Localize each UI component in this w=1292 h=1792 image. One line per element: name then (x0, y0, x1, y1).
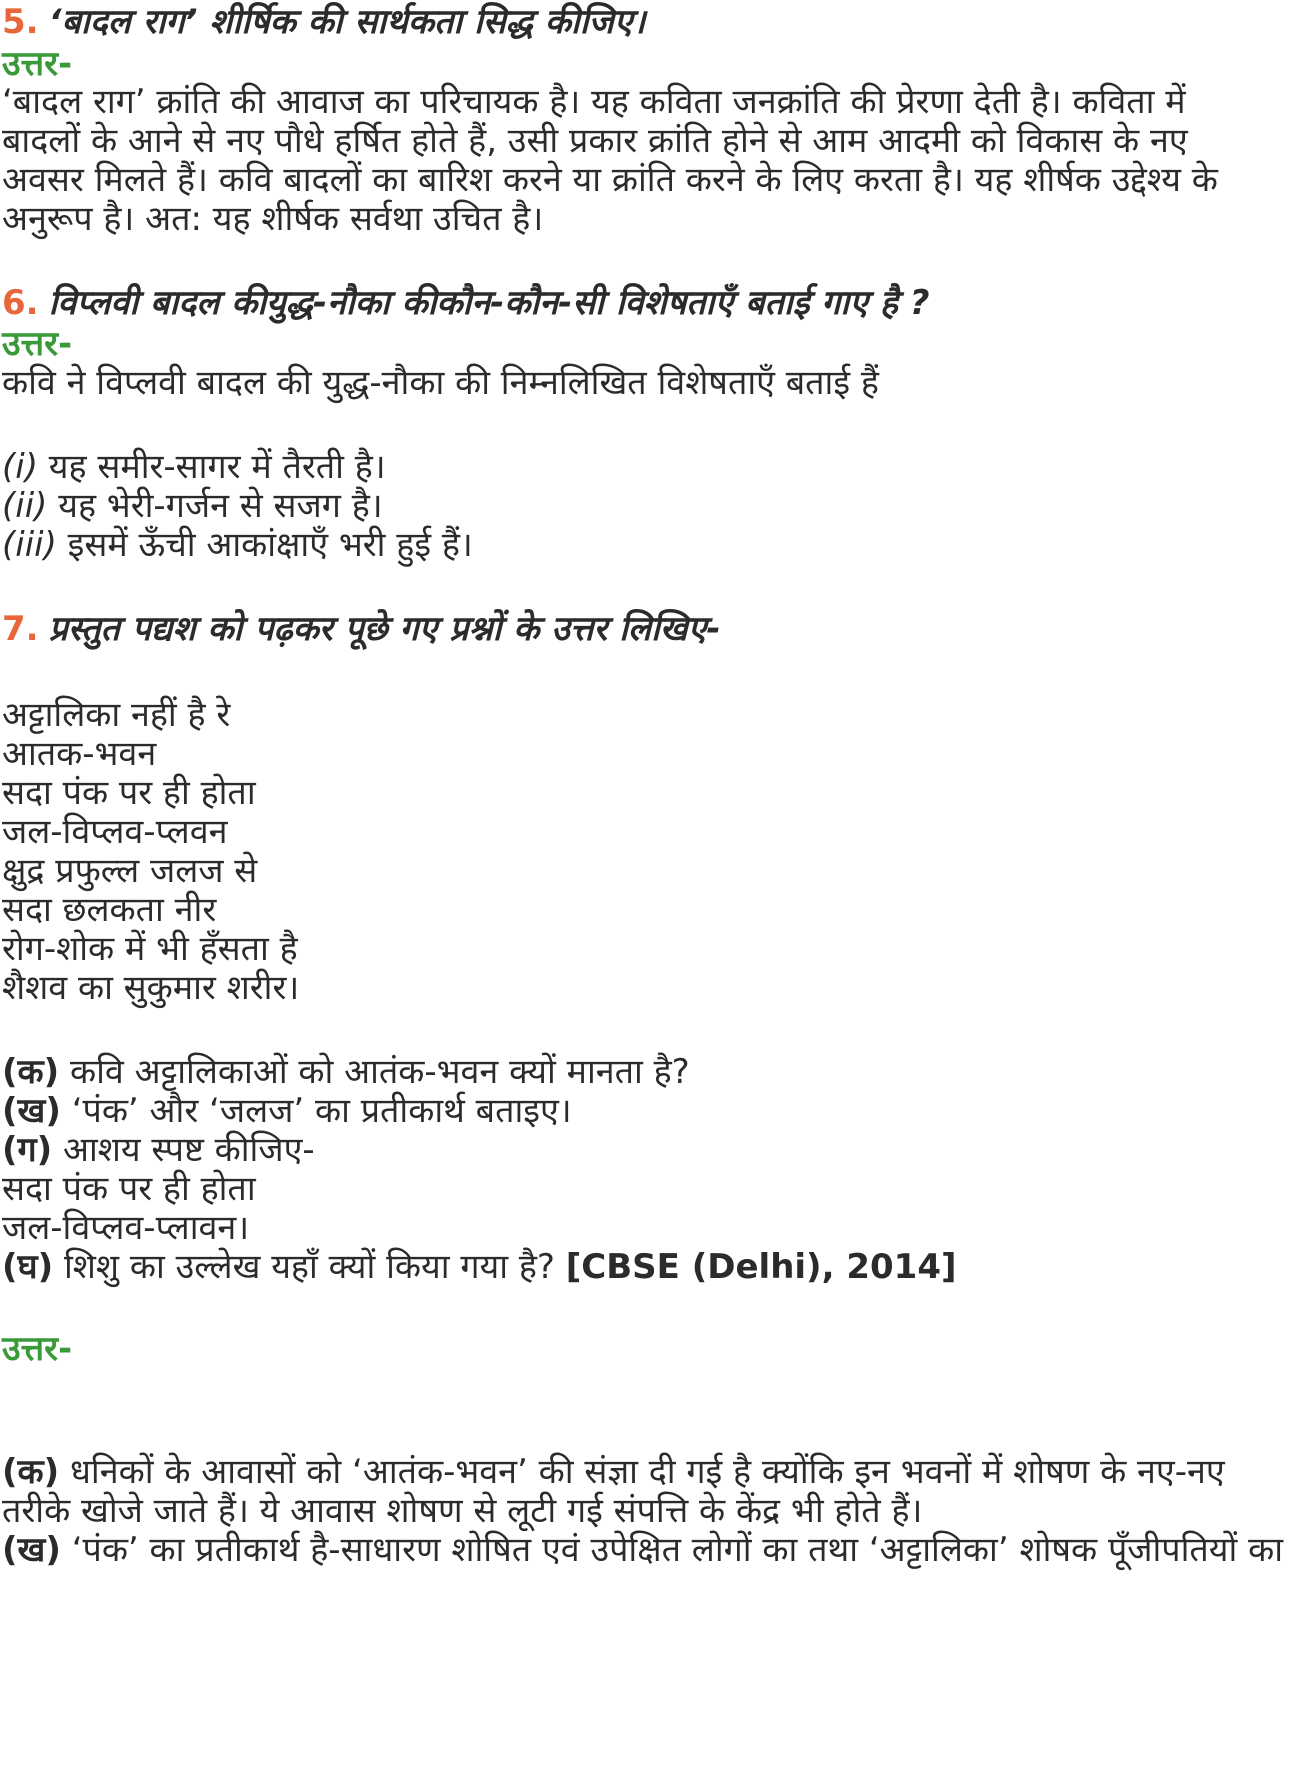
poem-line: शैशव का सुकुमार शरीर। (2, 968, 300, 1008)
sub-question-text: कवि अट्टालिकाओं को आतंक-भवन क्यों मानता है? (59, 1052, 690, 1092)
poem-line: अट्टालिका नहीं है रे (2, 695, 231, 735)
sub-question-marker: (क) (2, 1052, 60, 1092)
sub-question (2, 1128, 315, 1172)
quote-line: सदा पंक पर ही होता (2, 1169, 256, 1209)
poem-line: आतक-भवन (2, 734, 157, 774)
sub-question (2, 1050, 690, 1094)
answer-line: अवसर मिलते हैं। कवि बादलों का बारिश करने या क्रांति करने के लिए करता है। यह शीर्षक उद्देश्य के (2, 160, 1218, 200)
answer-marker: (ख) (2, 1530, 61, 1570)
question-number: 5. (2, 2, 39, 42)
answer-text: ‘पंक’ का प्रतीकार्थ है-साधारण शोषित एवं उपेक्षित लोगों का तथा ‘अट्टालिका’ शोषक पूँजीपतियों का (60, 1530, 1284, 1570)
question-6 (2, 281, 929, 325)
sub-question-text: ‘पंक’ और ‘जलज’ का प्रतीकार्थ बताइए। (60, 1091, 572, 1131)
sub-question-marker: (ख) (2, 1091, 61, 1131)
question-number: 6. (2, 283, 39, 323)
list-item (2, 445, 386, 489)
answer-line: ‘बादल राग’ क्रांति की आवाज का परिचायक है। यह कविता जनक्रांति की प्रेरणा देती है। कविता में (2, 82, 1186, 122)
answer-label: उत्तर- (2, 44, 73, 84)
list-text: यह समीर-सागर में तैरती है। (37, 447, 386, 487)
list-marker: (i) (2, 447, 38, 487)
answer-item (2, 1450, 1225, 1494)
list-item (2, 484, 383, 528)
list-text: इसमें ऊँची आकांक्षाएँ भरी हुई हैं। (56, 525, 473, 565)
question-5 (2, 0, 645, 44)
quote-line: जल-विप्लव-प्लावन। (2, 1208, 250, 1248)
list-item (2, 523, 473, 567)
poem-line: सदा पंक पर ही होता (2, 773, 256, 813)
answer-intro: कवि ने विप्लवी बादल की युद्ध-नौका की निम्नलिखित विशेषताएँ बताई हैं (2, 363, 879, 403)
answer-line: अनुरूप है। अत: यह शीर्षक सर्वथा उचित है। (2, 199, 544, 239)
answer-marker: (क) (2, 1452, 60, 1492)
poem-line: जल-विप्लव-प्लवन (2, 812, 228, 852)
list-marker: (ii) (2, 486, 48, 526)
sub-question-marker: (ग) (2, 1130, 53, 1170)
sub-question-text: आशय स्पष्ट कीजिए- (52, 1130, 315, 1170)
poem-line: क्षुद्र प्रफुल्ल जलज से (2, 851, 258, 891)
answer-label: उत्तर- (2, 1329, 73, 1369)
question-7 (2, 607, 721, 651)
sub-question-marker: (घ) (2, 1247, 54, 1287)
question-text: ‘बादल राग’ शीर्षिक की सार्थकता सिद्ध कीजिए। (48, 2, 646, 42)
poem-line: सदा छलकता नीर (2, 890, 217, 930)
question-text: प्रस्तुत पद्यश को पढ़कर पूछे गए प्रश्नों के उत्तर लिखिए- (48, 609, 721, 649)
answer-item (2, 1528, 1283, 1572)
question-number: 7. (2, 609, 39, 649)
sub-question-text: शिशु का उल्लेख यहाँ क्यों किया गया है? (53, 1247, 566, 1287)
sub-question (2, 1089, 572, 1133)
answer-line: तरीके खोजे जाते हैं। ये आवास शोषण से लूटी गई संपत्ति के केंद्र भी होते हैं। (2, 1491, 923, 1531)
list-text: यह भेरी-गर्जन से सजग है। (47, 486, 383, 526)
source-citation: [CBSE (Delhi), 2014] (565, 1247, 957, 1287)
answer-label: उत्तर- (2, 324, 73, 364)
list-marker: (iii) (2, 525, 57, 565)
poem-line: रोग-शोक में भी हँसता है (2, 929, 298, 969)
answer-line: बादलों के आने से नए पौधे हर्षित होते हैं, उसी प्रकार क्रांति होने से आम आदमी को विकास के नए (2, 121, 1188, 161)
question-text: विप्लवी बादल कीयुद्ध-नौका कीकौन-कौन-सी विशेषताएँ बताई गाए है ? (48, 283, 930, 323)
answer-text: धनिकों के आवासों को ‘आतंक-भवन’ की संज्ञा दी गई है क्योंकि इन भवनों में शोषण के नए-नए (59, 1452, 1225, 1492)
sub-question (2, 1245, 957, 1289)
